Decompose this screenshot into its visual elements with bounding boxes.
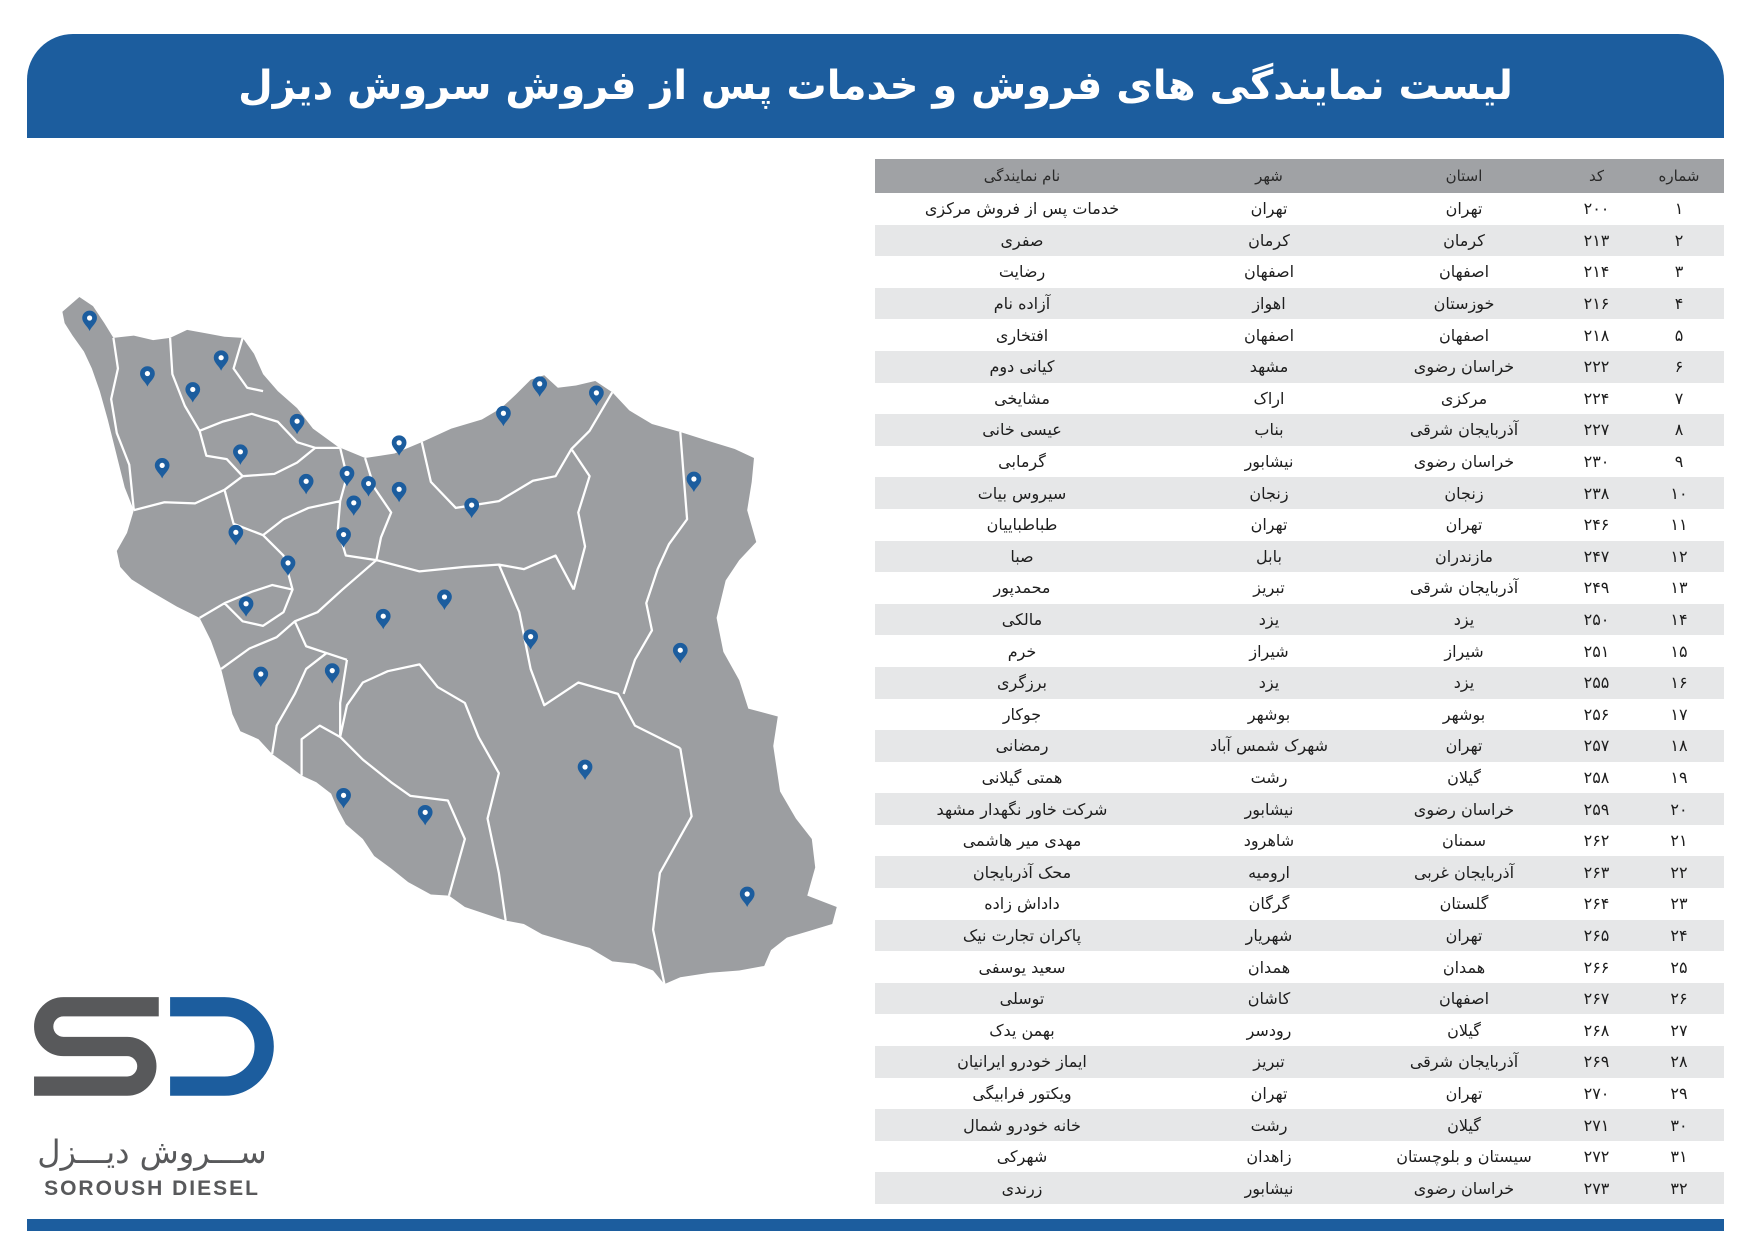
cell-city: شهریار: [1245, 925, 1293, 945]
cell-province: سمنان: [1441, 831, 1487, 851]
table-row: [875, 1141, 1724, 1173]
cell-province: خراسان رضوی: [1413, 357, 1515, 377]
cell-name: خانه خودرو شمال: [963, 1115, 1081, 1135]
cell-name: سعید یوسفی: [978, 957, 1066, 977]
cell-province: خراسان رضوی: [1413, 1178, 1515, 1198]
cell-city: تبریز: [1253, 1052, 1285, 1072]
cell-name: محمدپور: [993, 578, 1051, 598]
cell-code: ۲۲۲: [1583, 357, 1610, 377]
table-row: [875, 604, 1724, 636]
cell-code: ۲۷۲: [1583, 1147, 1610, 1167]
cell-city: زنجان: [1249, 483, 1289, 503]
cell-city: بوشهر: [1247, 704, 1291, 724]
column-header-dealer-name: نام نمایندگی: [983, 167, 1061, 185]
cell-num: ۱: [1674, 199, 1684, 219]
cell-city: اراک: [1253, 388, 1285, 408]
cell-city: اصفهان: [1243, 325, 1295, 345]
table-row: [875, 920, 1724, 952]
cell-city: تهران: [1250, 1083, 1288, 1103]
table-body: [875, 193, 1724, 1204]
cell-name: پاکران تجارت نیک: [962, 925, 1082, 945]
cell-name: خرم: [1007, 641, 1037, 661]
cell-num: ۲۷: [1670, 1020, 1688, 1040]
column-header-province: استان: [1445, 167, 1483, 185]
cell-num: ۱۸: [1670, 736, 1688, 756]
logo-name-fa: ســـروش دیـــزل: [37, 1133, 267, 1171]
cell-code: ۲۱۳: [1583, 230, 1610, 250]
cell-city: اهواز: [1252, 294, 1286, 314]
iran-map: [0, 0, 870, 1240]
cell-name: توسلی: [999, 989, 1045, 1009]
cell-city: تهران: [1250, 199, 1288, 219]
cell-name: شهرکی: [996, 1147, 1048, 1167]
table-row: [875, 193, 1724, 225]
cell-code: ۲۷۱: [1583, 1115, 1610, 1135]
table-row: [875, 1172, 1724, 1204]
cell-name: ایماز خودرو ایرانیان: [957, 1052, 1087, 1072]
cell-num: ۳۱: [1670, 1147, 1688, 1167]
cell-city: نیشابور: [1244, 452, 1294, 472]
table-row: [875, 1014, 1724, 1046]
cell-code: ۲۴۶: [1583, 515, 1610, 535]
cell-code: ۲۶۹: [1583, 1052, 1610, 1072]
cell-province: آذربایجان شرقی: [1409, 1052, 1519, 1072]
cell-code: ۲۷۳: [1583, 1178, 1610, 1198]
cell-code: ۲۰۰: [1583, 199, 1610, 219]
cell-code: ۲۱۶: [1583, 294, 1610, 314]
cell-province: تهران: [1445, 736, 1483, 756]
cell-name: شرکت خاور نگهدار مشهد: [936, 799, 1108, 819]
cell-name: ویکتور فرابیگی: [972, 1083, 1072, 1103]
table-row: [875, 667, 1724, 699]
page-title: لیست نمایندگی های فروش و خدمات پس از فروش سروش دیزل: [238, 63, 1513, 109]
table-row: [875, 1046, 1724, 1078]
cell-name: صبا: [1010, 546, 1034, 566]
cell-num: ۵: [1674, 325, 1684, 345]
cell-city: کرمان: [1248, 230, 1290, 250]
cell-name: مشایخی: [994, 388, 1050, 408]
table-row: [875, 256, 1724, 288]
cell-num: ۶: [1674, 357, 1684, 377]
footer-bar: [27, 1219, 1724, 1231]
cell-num: ۲۴: [1670, 925, 1688, 945]
column-header-number: شماره: [1658, 167, 1700, 185]
cell-num: ۲۶: [1670, 989, 1688, 1009]
cell-name: داداش زاده: [984, 894, 1060, 914]
cell-province: تهران: [1445, 515, 1483, 535]
cell-num: ۱۴: [1670, 610, 1688, 630]
cell-num: ۲۳: [1670, 894, 1688, 914]
cell-province: مرکزی: [1440, 388, 1488, 408]
cell-code: ۲۷۰: [1583, 1083, 1610, 1103]
cell-province: اصفهان: [1438, 325, 1490, 345]
cell-num: ۲: [1674, 230, 1684, 250]
cell-province: سیستان و بلوچستان: [1396, 1147, 1532, 1167]
cell-city: ارومیه: [1248, 862, 1290, 882]
cell-city: رودسر: [1246, 1020, 1292, 1040]
cell-name: خدمات پس از فروش مرکزی: [924, 199, 1120, 219]
table-header-row: [875, 159, 1724, 193]
cell-code: ۲۶۶: [1583, 957, 1610, 977]
cell-province: خراسان رضوی: [1413, 799, 1515, 819]
cell-name: برزگری: [997, 673, 1047, 693]
cell-province: گیلان: [1447, 767, 1481, 787]
cell-name: صفری: [1000, 230, 1044, 250]
cell-city: رشت: [1250, 767, 1288, 787]
cell-city: مشهد: [1249, 357, 1289, 377]
cell-num: ۱۰: [1670, 483, 1688, 503]
table-row: [875, 509, 1724, 541]
cell-name: مالکی: [1001, 610, 1043, 630]
cell-province: تهران: [1445, 199, 1483, 219]
cell-name: زرندی: [1001, 1178, 1043, 1198]
cell-province: آذربایجان شرقی: [1409, 420, 1519, 440]
cell-num: ۷: [1674, 388, 1684, 408]
cell-code: ۲۵۱: [1583, 641, 1610, 661]
cell-num: ۱۷: [1670, 704, 1688, 724]
cell-province: کرمان: [1443, 230, 1485, 250]
cell-city: شیراز: [1249, 641, 1289, 661]
table-row: [875, 635, 1724, 667]
cell-num: ۲۱: [1670, 831, 1688, 851]
table-row: [875, 762, 1724, 794]
cell-province: مازندران: [1435, 546, 1493, 566]
cell-city: همدان: [1247, 957, 1291, 977]
cell-code: ۲۱۴: [1583, 262, 1610, 282]
cell-code: ۲۳۰: [1583, 452, 1610, 472]
table-row: [875, 856, 1724, 888]
cell-province: اصفهان: [1438, 989, 1490, 1009]
cell-city: تبریز: [1253, 578, 1285, 598]
cell-code: ۲۵۹: [1583, 799, 1610, 819]
logo-s-mark: [34, 1007, 159, 1086]
cell-code: ۲۵۰: [1583, 610, 1610, 630]
table-row: [875, 572, 1724, 604]
cell-num: ۱۱: [1670, 515, 1688, 535]
cell-province: بوشهر: [1442, 704, 1486, 724]
cell-province: گیلان: [1447, 1020, 1481, 1040]
cell-city: گرگان: [1248, 894, 1290, 914]
cell-code: ۲۵۸: [1583, 767, 1610, 787]
table-row: [875, 983, 1724, 1015]
cell-num: ۲۵: [1670, 957, 1688, 977]
cell-code: ۲۵۶: [1583, 704, 1610, 724]
cell-city: نیشابور: [1244, 799, 1294, 819]
cell-province: همدان: [1442, 957, 1486, 977]
cell-province: تهران: [1445, 925, 1483, 945]
cell-province: گلستان: [1439, 894, 1489, 914]
cell-code: ۲۵۵: [1583, 673, 1610, 693]
cell-city: یزد: [1258, 673, 1280, 693]
table-row: [875, 319, 1724, 351]
cell-city: شهرک شمس آباد: [1209, 736, 1329, 756]
cell-province: یزد: [1453, 673, 1475, 693]
cell-code: ۲۵۷: [1583, 736, 1610, 756]
cell-num: ۲۰: [1670, 799, 1688, 819]
cell-num: ۳: [1674, 262, 1684, 282]
cell-name: مهدی میر هاشمی: [962, 831, 1082, 851]
cell-code: ۲۳۸: [1583, 483, 1610, 503]
cell-city: بناب: [1254, 420, 1284, 440]
cell-name: افتخاری: [995, 325, 1049, 345]
cell-num: ۲۹: [1670, 1083, 1688, 1103]
column-header-city: شهر: [1255, 167, 1283, 185]
cell-code: ۲۶۸: [1583, 1020, 1610, 1040]
cell-num: ۸: [1674, 420, 1684, 440]
cell-name: رضایت: [998, 262, 1046, 282]
map-outline: [62, 297, 836, 984]
table-row: [875, 793, 1724, 825]
cell-name: محک آذربایجان: [972, 862, 1072, 882]
cell-code: ۲۴۹: [1583, 578, 1610, 598]
dealers-table: [875, 159, 1724, 1204]
cell-city: یزد: [1258, 610, 1280, 630]
cell-province: یزد: [1453, 610, 1475, 630]
table-row: [875, 888, 1724, 920]
cell-code: ۲۶۷: [1583, 989, 1610, 1009]
cell-num: ۱۲: [1670, 546, 1688, 566]
cell-province: تهران: [1445, 1083, 1483, 1103]
table-row: [875, 225, 1724, 257]
table-row: [875, 288, 1724, 320]
column-header-code: کد: [1588, 167, 1604, 185]
cell-province: شیراز: [1444, 641, 1484, 661]
cell-code: ۲۴۷: [1583, 546, 1610, 566]
table-row: [875, 446, 1724, 478]
cell-city: نیشابور: [1244, 1178, 1294, 1198]
cell-province: اصفهان: [1438, 262, 1490, 282]
cell-num: ۴: [1674, 294, 1684, 314]
cell-num: ۱۶: [1670, 673, 1688, 693]
cell-city: اصفهان: [1243, 262, 1295, 282]
table-row: [875, 1109, 1724, 1141]
cell-num: ۲۸: [1670, 1052, 1688, 1072]
cell-name: سیروس بیات: [977, 483, 1067, 503]
cell-code: ۲۶۲: [1583, 831, 1610, 851]
cell-province: آذربایجان شرقی: [1409, 578, 1519, 598]
cell-name: کیانی دوم: [989, 357, 1055, 377]
cell-num: ۳۲: [1670, 1178, 1688, 1198]
table-row: [875, 825, 1724, 857]
cell-name: جوکار: [1002, 704, 1042, 724]
cell-code: ۲۶۴: [1583, 894, 1610, 914]
cell-num: ۱۹: [1670, 767, 1688, 787]
cell-code: ۲۲۴: [1583, 388, 1610, 408]
cell-name: گرمابی: [998, 452, 1046, 472]
cell-code: ۲۶۳: [1583, 862, 1610, 882]
cell-name: عیسی خانی: [982, 420, 1062, 440]
cell-city: رشت: [1250, 1115, 1288, 1135]
cell-province: زنجان: [1444, 483, 1484, 503]
cell-code: ۲۶۵: [1583, 925, 1610, 945]
table-row: [875, 951, 1724, 983]
table-row: [875, 541, 1724, 573]
table-row: [875, 383, 1724, 415]
cell-province: خوزستان: [1433, 294, 1495, 314]
cell-city: زاهدان: [1246, 1147, 1292, 1167]
cell-city: بابل: [1256, 546, 1282, 566]
cell-province: گیلان: [1447, 1115, 1481, 1135]
table-row: [875, 699, 1724, 731]
table-row: [875, 1078, 1724, 1110]
cell-city: کاشان: [1247, 989, 1291, 1009]
cell-name: آزاده نام: [993, 294, 1051, 314]
cell-name: بهمن یدک: [989, 1020, 1055, 1040]
cell-province: خراسان رضوی: [1413, 452, 1515, 472]
cell-num: ۹: [1674, 452, 1684, 472]
cell-num: ۱۳: [1670, 578, 1688, 598]
cell-name: همتی گیلانی: [981, 767, 1063, 787]
cell-code: ۲۱۸: [1583, 325, 1610, 345]
logo-d-mark: [170, 1007, 264, 1086]
table-row: [875, 351, 1724, 383]
cell-province: آذربایجان غربی: [1413, 862, 1515, 882]
table-row: [875, 414, 1724, 446]
cell-city: شاهرود: [1243, 831, 1295, 851]
table-row: [875, 730, 1724, 762]
table-row: [875, 477, 1724, 509]
cell-num: ۱۵: [1670, 641, 1688, 661]
logo-name-en: SOROUSH DIESEL: [44, 1177, 260, 1200]
cell-num: ۳۰: [1670, 1115, 1688, 1135]
cell-name: رمضانی: [995, 736, 1049, 756]
cell-code: ۲۲۷: [1583, 420, 1610, 440]
cell-city: تهران: [1250, 515, 1288, 535]
company-logo: [34, 1007, 264, 1086]
cell-name: طباطباییان: [986, 515, 1058, 535]
cell-num: ۲۲: [1670, 862, 1688, 882]
